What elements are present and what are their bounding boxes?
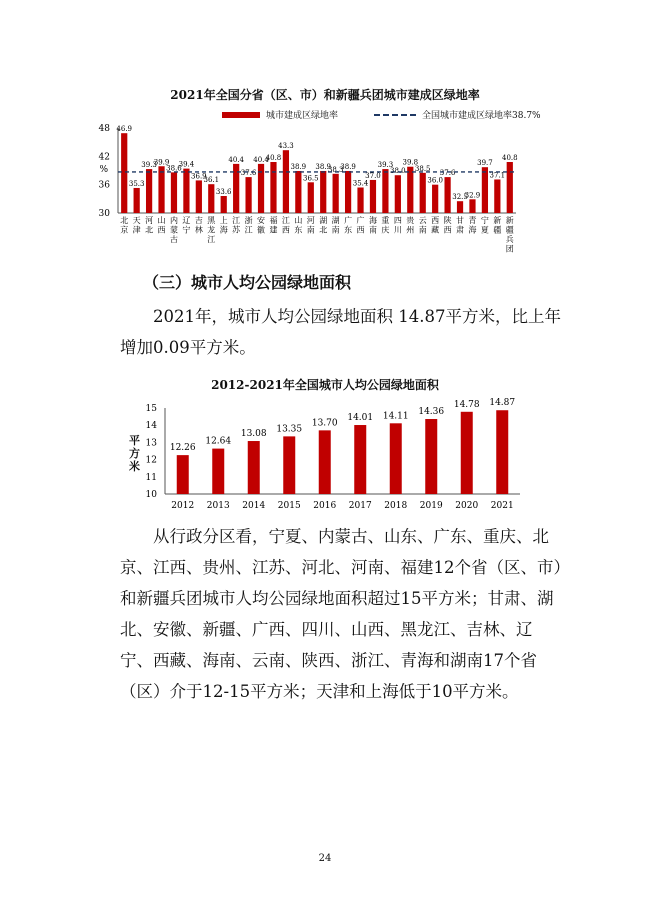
chart2-x-tick-label: 2012: [171, 501, 195, 511]
chart1-data-label: 38.9: [315, 162, 332, 171]
chart1-data-label: 37.6: [240, 169, 257, 178]
chart1-data-label: 33.6: [215, 188, 232, 196]
chart2-x-tick-label: 2015: [277, 501, 301, 511]
chart1-x-tick-label: 重庆: [381, 216, 390, 235]
chart1-x-tick-label: 河南: [306, 216, 315, 235]
chart1-data-label: 36.1: [203, 176, 220, 185]
chart1-x-tick-label: 安徽: [257, 216, 266, 235]
chart1-x-tick-label: 上海: [219, 216, 228, 235]
chart1-data-label: 39.3: [377, 161, 394, 170]
chart2-x-tick-label: 2016: [313, 501, 337, 511]
chart1-x-tick-label: 江苏: [232, 216, 241, 235]
chart2-y-tick-label: 14: [145, 421, 157, 432]
chart1-x-tick-label: 天津: [132, 216, 141, 235]
chart1-x-tick-label: 湖北: [319, 216, 328, 235]
chart1-x-tick-label: 浙江: [244, 216, 253, 235]
chart2-bar: [177, 455, 189, 494]
chart1-data-label: 38.9: [290, 162, 307, 171]
chart2-bar: [319, 430, 331, 494]
chart2-data-label: 13.35: [276, 424, 303, 435]
chart2-y-tick-label: 12: [145, 455, 157, 466]
chart1-data-label: 46.9: [116, 125, 133, 134]
chart2-data-label: 14.36: [418, 407, 445, 418]
chart1-data-label: 37.0: [365, 171, 381, 180]
chart2-data-label: 13.08: [240, 429, 267, 440]
chart1-x-tick-label: 西藏: [431, 216, 440, 235]
chart1-x-tick-label: 甘肃: [456, 216, 465, 235]
chart1-data-label: 39.9: [153, 158, 170, 167]
chart2-x-tick-label: 2021: [490, 501, 514, 511]
chart1-data-label: 39.4: [178, 160, 195, 169]
chart1-data-label: 35.3: [128, 179, 145, 188]
chart1-data-label: 43.3: [278, 142, 294, 151]
chart1-data-label: 39.8: [402, 158, 419, 167]
chart2-data-label: 12.26: [169, 443, 196, 454]
chart1-y-tick-label: 48: [98, 124, 110, 134]
chart1-data-label: 40.8: [265, 154, 282, 162]
chart2-bar: [283, 436, 295, 494]
chart1-x-tick-label: 新疆兵团: [505, 216, 514, 254]
chart1-data-label: 38.5: [414, 164, 431, 173]
chart2-title: 2012-2021年全国城市人均公园绿地面积: [211, 378, 439, 392]
chart1-data-label: 39.7: [477, 159, 493, 168]
chart2-data-label: 14.01: [347, 413, 374, 424]
chart1-title: 2021年全国分省（区、市）和新疆兵团城市建成区绿地率: [170, 88, 480, 102]
chart2-data-label: 12.64: [205, 436, 232, 447]
chart2-data-label: 14.11: [382, 411, 409, 422]
chart2-bar: [425, 419, 437, 494]
chart1-x-tick-label: 山西: [157, 216, 166, 235]
chart2-x-tick-label: 2018: [384, 501, 408, 511]
chart1-x-tick-label: 福建: [269, 216, 278, 235]
chart1-x-tick-label: 黑龙江: [207, 216, 216, 244]
chart2-data-label: 14.87: [489, 398, 516, 409]
chart2-x-tick-label: 2019: [419, 501, 443, 511]
chart1-x-tick-label: 云南: [418, 216, 427, 235]
chart2-y-tick-label: 10: [145, 490, 157, 500]
paragraph-2: 从行政分区看，宁夏、内蒙古、山东、广东、重庆、北京、江西、贵州、江苏、河北、河南、福建12个省（区、市）和新疆兵团城市人均公园绿地面积超过15平方米；甘肃、湖北、安徽、新疆、广西、四川、山西、黑龙江、吉林、辽宁、西藏、海南、云南、陕西、浙江、青海和湖南17个省（区）介于12-15平方米；天津和上海低于10平方米。: [120, 527, 562, 701]
paragraph-1: 2021年，城市人均公园绿地面积 14.87平方米，比上年增加0.09平方米。: [120, 307, 561, 357]
chart1-data-label: 39.3: [141, 161, 157, 170]
chart1-x-tick-label: 广东: [344, 216, 353, 235]
legend-bar-label: 城市建成区绿地率: [266, 111, 339, 121]
chart1-x-tick-label: 贵州: [406, 216, 415, 235]
chart2-y-tick-label: 13: [145, 438, 157, 449]
chart2-bar: [354, 425, 366, 494]
chart1-data-label: 40.4: [253, 155, 269, 164]
chart1-data-label: 38.3: [327, 165, 344, 174]
chart1-x-tick-label: 山东: [294, 216, 303, 235]
chart1-x-tick-label: 江西: [281, 216, 290, 235]
chart1-data-label: 38.6: [166, 164, 182, 173]
chart1-data-label: 40.8: [501, 154, 518, 162]
chart1-data-label: 38.9: [340, 162, 356, 171]
chart1-x-tick-label: 四川: [393, 216, 402, 235]
chart1-unit-label: %: [99, 165, 108, 176]
chart2-bar: [212, 449, 224, 494]
chart1-data-label: 32.9: [464, 191, 481, 200]
chart1-x-tick-label: 新疆: [493, 216, 502, 235]
chart2-x-tick-label: 2020: [455, 501, 479, 511]
chart1-data-label: 32.5: [452, 193, 468, 202]
chart2-data-label: 13.70: [311, 418, 338, 429]
chart1-x-tick-label: 北京: [120, 216, 129, 235]
chart1-x-tick-label: 青海: [468, 216, 477, 235]
chart1-x-tick-label: 河北: [145, 216, 154, 235]
chart1-y-tick-label: 30: [98, 209, 110, 219]
chart1-data-label: 38.0: [390, 167, 406, 176]
chart2-y-tick-label: 15: [145, 404, 157, 414]
chart2-bar: [248, 441, 260, 494]
chart2-ylabel: 平方米: [129, 434, 140, 473]
chart1-x-tick-label: 海南: [368, 216, 377, 235]
chart2-x-tick-label: 2014: [242, 501, 266, 511]
chart1-x-tick-label: 辽宁: [182, 216, 191, 235]
chart1-data-label: 36.0: [427, 176, 443, 185]
chart2-bar: [461, 412, 473, 494]
chart1-y-tick-label: 36: [98, 180, 110, 191]
chart2-x-tick-label: 2013: [206, 501, 230, 511]
chart2-bar: [496, 410, 508, 494]
chart1-x-tick-label: 湖南: [331, 216, 340, 235]
chart1-y-tick-label: 42: [98, 152, 110, 163]
chart1-x-tick-label: 陕西: [443, 216, 452, 235]
chart1-data-label: 40.4: [228, 155, 244, 164]
section-heading: （三）城市人均公园绿地面积: [143, 273, 352, 292]
chart2-x-tick-label: 2017: [348, 501, 372, 511]
page-number: 24: [318, 853, 332, 864]
chart1-x-tick-label: 广西: [356, 216, 365, 235]
chart1-x-tick-label: 吉林: [194, 216, 203, 235]
chart1-data-label: 37.6: [439, 169, 456, 178]
chart1-data-label: 36.9: [191, 172, 207, 181]
chart2-y-tick-label: 11: [145, 472, 157, 483]
chart1-data-label: 37.1: [489, 171, 506, 180]
chart1-data-label: 36.5: [302, 174, 319, 183]
chart2-data-label: 14.78: [453, 399, 480, 410]
chart1-x-tick-label: 宁夏: [480, 216, 489, 235]
legend-line-label: 全国城市建成区绿地率38.7%: [422, 111, 541, 121]
chart1-data-label: 35.4: [352, 179, 369, 188]
chart2-bar: [390, 423, 402, 494]
chart1-x-tick-label: 内蒙古: [169, 216, 178, 244]
